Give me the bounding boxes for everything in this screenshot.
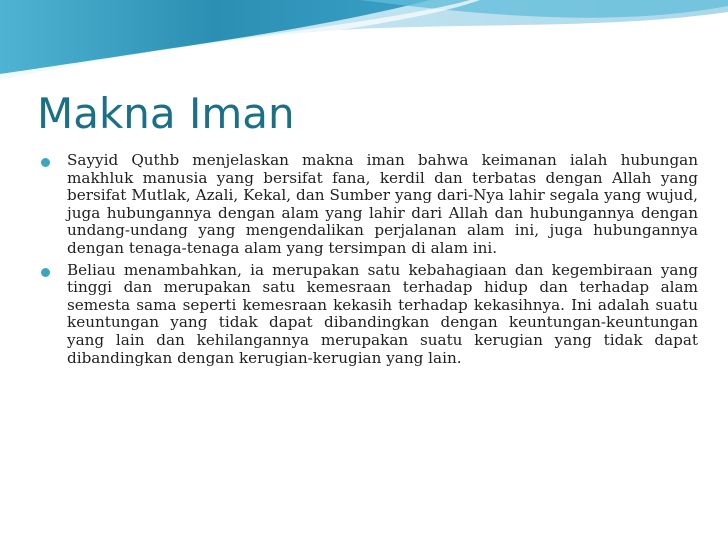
header-wave-decoration: [0, 0, 728, 90]
bullet-text: Sayyid Quthb menjelaskan makna iman bahwa keimanan ialah hubungan makhluk manusia yang bersifat fana, kerdil dan terbatas dengan Allah yang bersifat Mutlak, Azali, Kekal, dan Sumber yang dari-Nya lahir segala yang wujud, juga hubungannya dengan alam yang lahir dari Allah dan hubungannya dengan undang-undang yang mengendalikan perjalanan alam ini, juga hubungannya dengan tenaga-tenaga alam yang tersimpan di alam ini.: [67, 151, 698, 257]
bullet-text: Beliau menambahkan, ia merupakan satu kebahagiaan dan kegembiraan yang tinggi dan merupakan satu kemesraan terhadap hidup dan terhadap alam semesta sama seperti kemesraan kekasih terhadap kekasihnya. Ini adalah suatu keuntungan yang tidak dapat dibandingkan dengan keuntungan-keuntungan yang lain dan kehilangannya merupakan suatu kerugian yang tidak dapat dibandingkan dengan kerugian-kerugian yang lain.: [67, 260, 698, 367]
slide-title: Makna Iman: [37, 89, 295, 138]
bullet-dot-icon: [41, 158, 50, 167]
bullet-item: [40, 262, 698, 368]
bullet-item: [40, 152, 698, 258]
bullet-dot-icon: [41, 268, 50, 277]
bullet-list: [40, 152, 698, 371]
